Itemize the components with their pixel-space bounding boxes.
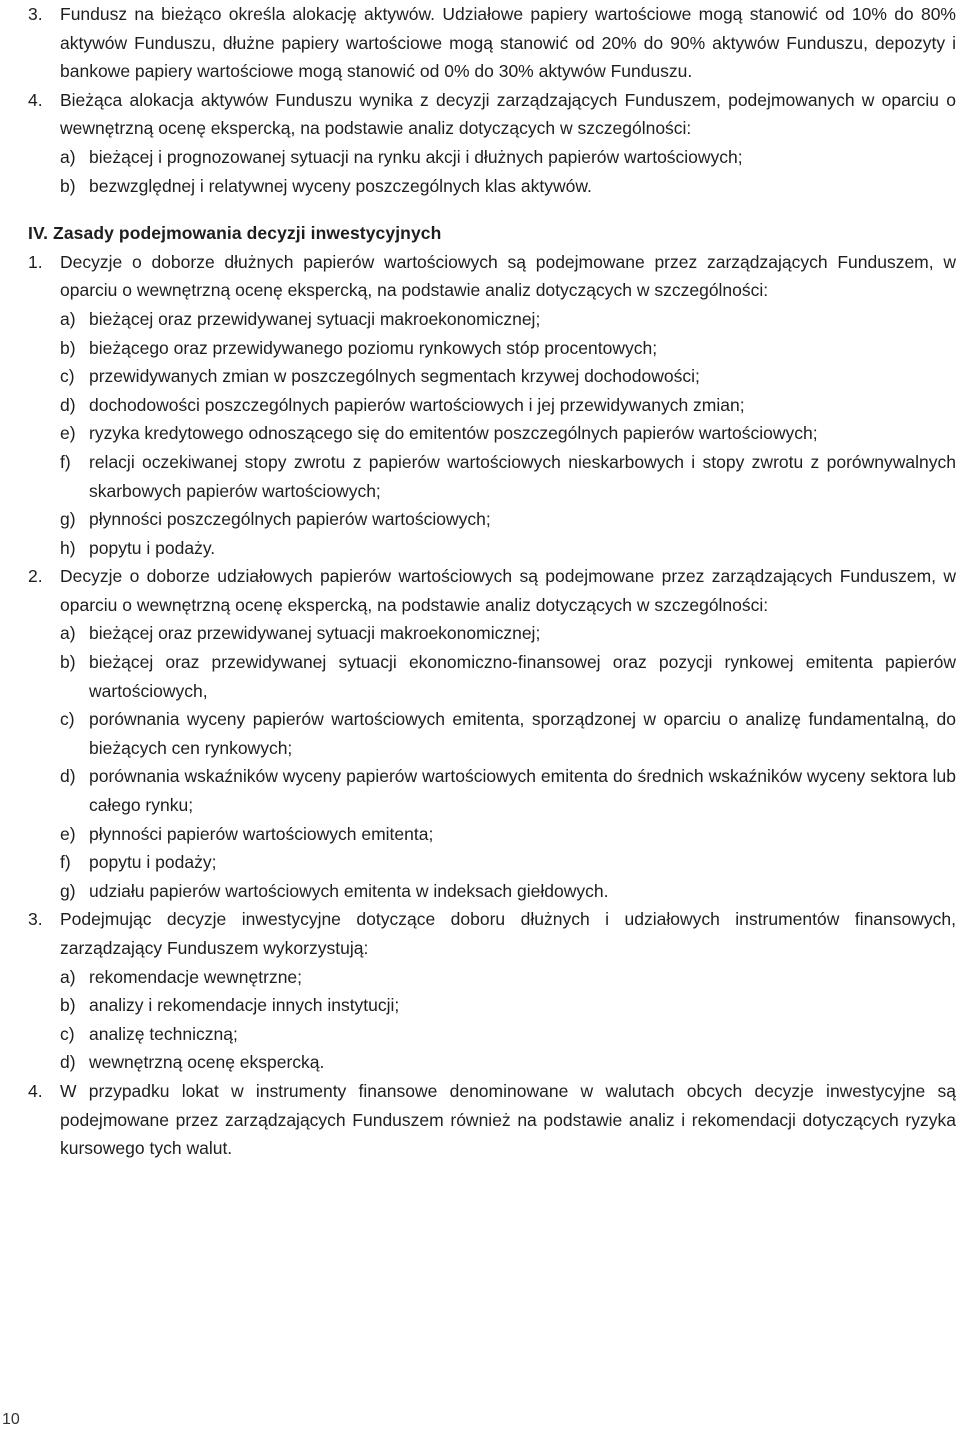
- sub-item-label: h): [60, 537, 76, 558]
- sub-item-text: bieżącej i prognozowanej sytuacji na rynku akcji i dłużnych papierów wartościowych;: [89, 146, 743, 167]
- sub-item: [60, 705, 956, 762]
- item-text: W przypadku lokat w instrumenty finansowe denominowane w walutach obcych decyzje inwestycyjne są podejmowane przez zarządzających Funduszem również na podstawie analiz i rekomendacji dotyczących ryzyka kursowego tych walut.: [60, 1080, 956, 1159]
- sub-item: [60, 334, 956, 363]
- sub-item: [60, 172, 956, 201]
- item-text: Fundusz na bieżąco określa alokację aktywów. Udziałowe papiery wartościowe mogą stanowić od 10% do 80% aktywów Funduszu, dłużne papiery wartościowe mogą stanowić od 20% do 90% aktywów Funduszu, depozyty i bankowe papiery wartościowe mogą stanowić od 0% do 30% aktywów Funduszu.: [60, 4, 956, 82]
- sub-item-label: f): [60, 852, 71, 873]
- sub-item-text: porównania wskaźników wyceny papierów wartościowych emitenta do średnich wskaźników wyceny sektora lub całego rynku;: [89, 766, 956, 816]
- document-content: [28, 0, 956, 1163]
- sub-item-label: b): [60, 337, 76, 358]
- item-text: Decyzje o doborze udziałowych papierów wartościowych są podejmowane przez zarządzających Funduszem, w oparciu o wewnętrzną ocenę ekspercką, na podstawie analiz dotyczących w szczególności:: [60, 566, 956, 615]
- sub-item: [60, 391, 956, 420]
- sub-item: [60, 419, 956, 448]
- sub-item-text: wewnętrzną ocenę ekspercką.: [89, 1052, 325, 1073]
- sub-item-label: c): [60, 366, 75, 387]
- sub-item-text: analizę techniczną;: [89, 1023, 238, 1044]
- sub-item-text: dochodowości poszczególnych papierów wartościowych i jej przewidywanych zmian;: [89, 394, 745, 415]
- item-number: 3.: [28, 909, 43, 930]
- sub-item-label: a): [60, 623, 76, 644]
- numbered-item: [28, 86, 956, 200]
- sub-item-label: c): [60, 709, 75, 730]
- sub-item: [60, 305, 956, 334]
- numbered-item: [28, 562, 956, 905]
- numbered-item: [28, 248, 956, 563]
- sub-item-text: bieżącej oraz przewidywanej sytuacji makroekonomicznej;: [89, 308, 541, 329]
- item-number: 4.: [28, 1080, 43, 1101]
- sub-item-text: relacji oczekiwanej stopy zwrotu z papierów wartościowych nieskarbowych i stopy zwrotu z porównywalnych skarbowych papierów wartościowych;: [89, 451, 956, 501]
- sub-item-label: g): [60, 509, 76, 530]
- sub-item-label: c): [60, 1023, 75, 1044]
- item-text: Decyzje o doborze dłużnych papierów wartościowych są podejmowane przez zarządzających Funduszem, w oparciu o wewnętrzną ocenę ekspercką, na podstawie analiz dotyczących w szczególności:: [60, 251, 956, 301]
- sub-item: [60, 1020, 956, 1049]
- sub-item: [60, 820, 956, 849]
- sub-item: [60, 963, 956, 992]
- sub-item-label: b): [60, 995, 76, 1016]
- sub-item: [60, 362, 956, 391]
- page-number: 10: [2, 1411, 20, 1428]
- sub-item: [60, 619, 956, 648]
- sub-item-text: bezwzględnej i relatywnej wyceny poszczególnych klas aktywów.: [89, 175, 592, 196]
- sub-item-label: a): [60, 146, 76, 167]
- sub-item-label: b): [60, 652, 76, 673]
- sub-item: [60, 1048, 956, 1077]
- item-text: Podejmując decyzje inwestycyjne dotyczące doboru dłużnych i udziałowych instrumentów finansowych, zarządzający Funduszem wykorzystują:: [60, 909, 956, 958]
- numbered-item: [28, 1077, 956, 1163]
- sub-item-label: e): [60, 423, 76, 444]
- sub-item-label: a): [60, 308, 76, 329]
- section-iv-list: [28, 248, 956, 1163]
- sub-item: [60, 848, 956, 877]
- sub-item: [60, 991, 956, 1020]
- sub-item-label: b): [60, 175, 76, 196]
- sub-item-label: d): [60, 1052, 76, 1073]
- section-iii-continued: [28, 0, 956, 200]
- sub-item-text: porównania wyceny papierów wartościowych emitenta, sporządzonej w oparciu o analizę fundamentalną, do bieżących cen rynkowych;: [89, 709, 956, 758]
- sub-item-label: e): [60, 823, 76, 844]
- sub-item: [60, 877, 956, 906]
- sub-item-text: bieżącej oraz przewidywanej sytuacji ekonomiczno-finansowej oraz pozycji rynkowej emitenta papierów wartościowych,: [89, 652, 956, 701]
- sub-item-label: a): [60, 966, 76, 987]
- numbered-item: [28, 0, 956, 86]
- sub-item-label: g): [60, 880, 76, 901]
- sub-item: [60, 143, 956, 172]
- sub-item-text: popytu i podaży;: [89, 852, 217, 873]
- sub-item-text: analizy i rekomendacje innych instytucji;: [89, 995, 400, 1016]
- item-number: 3.: [28, 4, 43, 24]
- sub-item-text: popytu i podaży.: [89, 537, 216, 558]
- sub-item-label: d): [60, 766, 76, 787]
- item-number: 4.: [28, 89, 43, 110]
- item-number: 2.: [28, 566, 43, 587]
- sub-item-text: bieżącego oraz przewidywanego poziomu rynkowych stóp procentowych;: [89, 337, 658, 358]
- sub-item: [60, 762, 956, 819]
- sub-item-text: płynności papierów wartościowych emitenta;: [89, 823, 434, 844]
- numbered-item: [28, 905, 956, 1077]
- sub-item-text: płynności poszczególnych papierów wartościowych;: [89, 509, 491, 530]
- sub-item-text: udziału papierów wartościowych emitenta w indeksach giełdowych.: [89, 880, 609, 901]
- sub-item-text: przewidywanych zmian w poszczególnych segmentach krzywej dochodowości;: [89, 366, 700, 387]
- sub-item: [60, 534, 956, 563]
- section-heading: IV. Zasady podejmowania decyzji inwestycyjnych: [28, 223, 442, 244]
- sub-item-label: f): [60, 451, 71, 472]
- sub-item: [60, 505, 956, 534]
- item-number: 1.: [28, 251, 43, 272]
- sub-item-label: d): [60, 394, 76, 415]
- sub-item-text: bieżącej oraz przewidywanej sytuacji makroekonomicznej;: [89, 623, 541, 644]
- sub-item: [60, 648, 956, 705]
- sub-item: [60, 448, 956, 505]
- item-text: Bieżąca alokacja aktywów Funduszu wynika z decyzji zarządzających Funduszem, podejmowanych w oparciu o wewnętrzną ocenę ekspercką, na podstawie analiz dotyczących w szczególności:: [60, 89, 956, 139]
- sub-item-text: rekomendacje wewnętrzne;: [89, 966, 303, 987]
- sub-item-text: ryzyka kredytowego odnoszącego się do emitentów poszczególnych papierów wartościowych;: [89, 423, 818, 444]
